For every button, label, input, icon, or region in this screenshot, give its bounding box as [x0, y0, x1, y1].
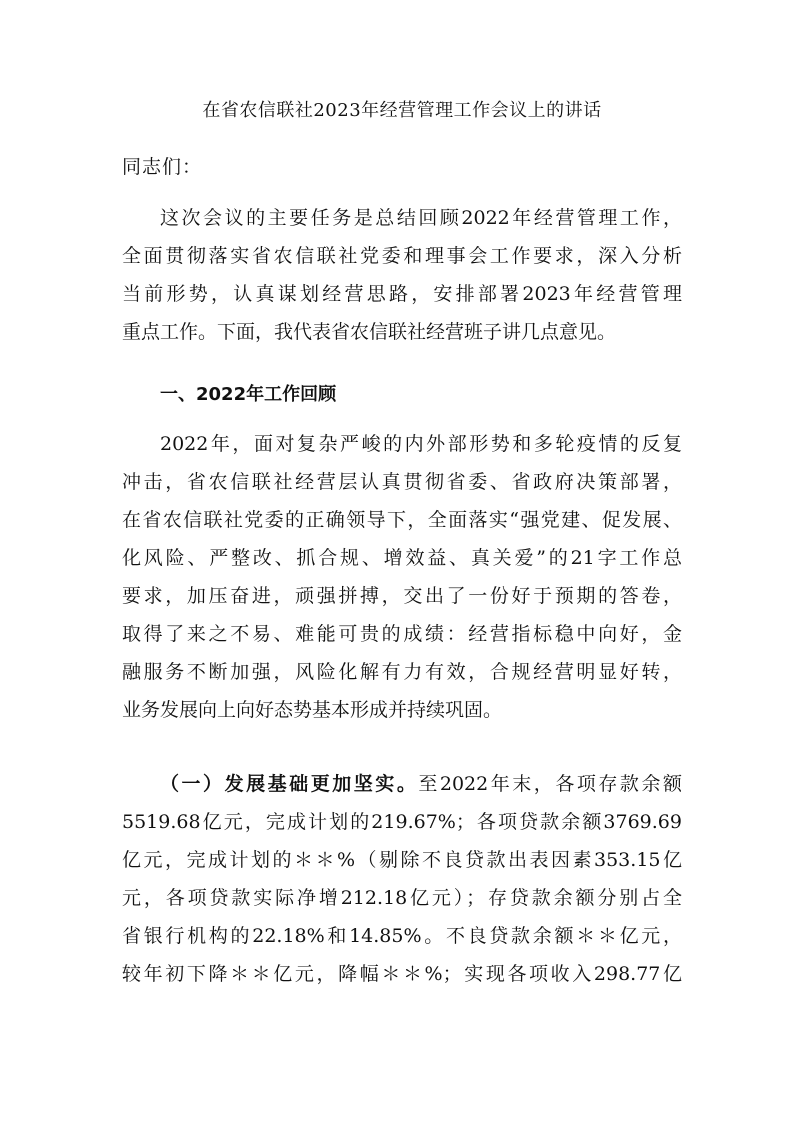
salutation: 同志们： — [122, 156, 203, 178]
subsection-paragraph — [122, 766, 682, 994]
paragraph-line: 5519.68亿元，完成计划的219.67%；各项贷款余额3769.69 — [122, 811, 682, 833]
intro-paragraph — [122, 200, 682, 352]
paragraph-line: 全面贯彻落实省农信联社党委和理事会工作要求，深入分析 — [122, 245, 682, 267]
paragraph-line: 要求，加压奋进，顽强拼搏，交出了一份好于预期的答卷， — [122, 585, 682, 607]
section-heading: 一、2022年工作回顾 — [160, 384, 337, 405]
paragraph-line: 当前形势，认真谋划经营思路，安排部署2023年经营管理 — [122, 283, 682, 305]
document-title: 在省农信联社2023年经营管理工作会议上的讲话 — [202, 100, 602, 121]
paragraph-line: 业务发展向上向好态势基本形成并持续巩固。 — [122, 699, 503, 721]
paragraph-line: 亿元，完成计划的＊＊%（剔除不良贷款出表因素353.15亿 — [122, 849, 682, 871]
paragraph-line — [122, 766, 682, 804]
paragraph-line: 化风险、严整改、抓合规、增效益、真关爱”的21字工作总 — [122, 547, 682, 569]
paragraph-line: 融服务不断加强，风险化解有力有效，合规经营明显好转， — [122, 661, 682, 683]
paragraph-line: 较年初下降＊＊亿元，降幅＊＊%；实现各项收入298.77亿 — [122, 963, 682, 985]
paragraph-line: 这次会议的主要任务是总结回顾2022年经营管理工作， — [160, 207, 682, 229]
paragraph-line: 冲击，省农信联社经营层认真贯彻省委、省政府决策部署， — [122, 471, 682, 493]
review-paragraph — [122, 426, 682, 730]
paragraph-line: 元，各项贷款实际净增212.18亿元）；存贷款余额分别占全 — [122, 887, 682, 909]
paragraph-line: 省银行机构的22.18%和14.85%。不良贷款余额＊＊亿元， — [122, 925, 682, 947]
subsection-heading: （一）发展基础更加坚实。 — [160, 773, 419, 795]
paragraph-line: 重点工作。下面，我代表省农信联社经营班子讲几点意见。 — [122, 321, 617, 343]
paragraph-line: 在省农信联社党委的正确领导下，全面落实“强党建、促发展、 — [122, 509, 682, 531]
paragraph-text: 至2022年末，各项存款余额 — [418, 773, 682, 795]
paragraph-line: 取得了来之不易、难能可贵的成绩：经营指标稳中向好，金 — [122, 623, 682, 645]
paragraph-line: 2022年，面对复杂严峻的内外部形势和多轮疫情的反复 — [160, 433, 682, 455]
